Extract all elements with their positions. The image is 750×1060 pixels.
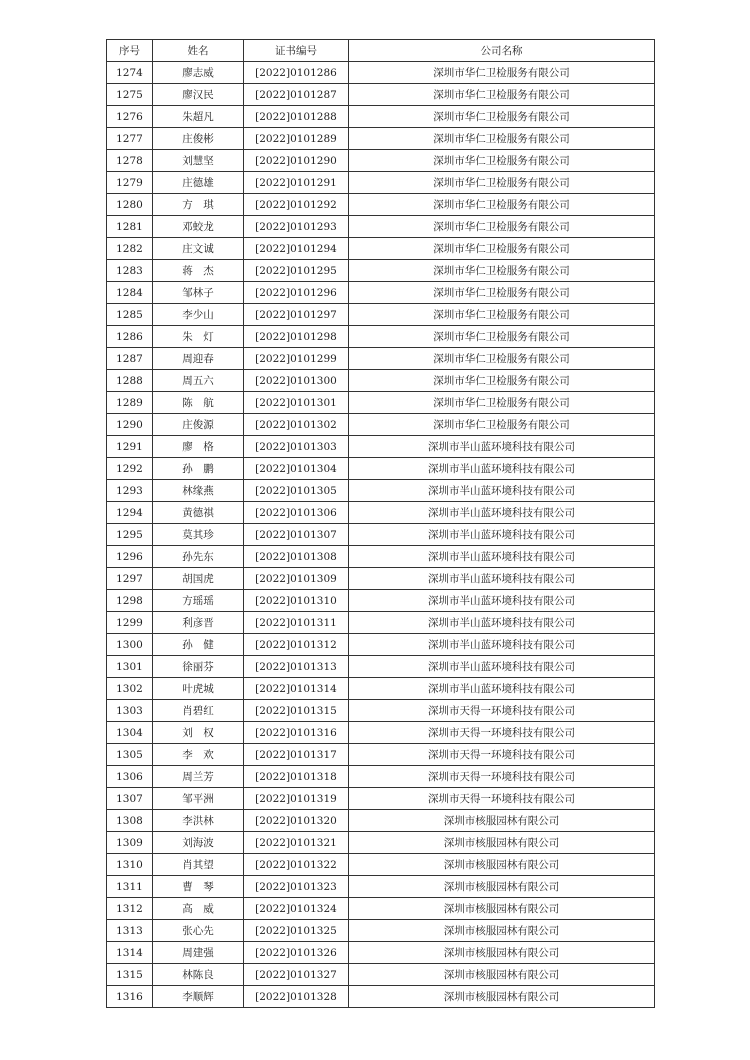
cell-seq: 1312 (107, 898, 153, 920)
cell-cert-no: [2022]0101300 (244, 370, 349, 392)
cell-seq: 1292 (107, 458, 153, 480)
cell-cert-no: [2022]0101324 (244, 898, 349, 920)
cell-cert-no: [2022]0101308 (244, 546, 349, 568)
cell-name: 廖志威 (153, 62, 244, 84)
cell-company: 深圳市华仁卫检服务有限公司 (349, 238, 655, 260)
cell-name: 朱 灯 (153, 326, 244, 348)
cell-cert-no: [2022]0101292 (244, 194, 349, 216)
cell-cert-no: [2022]0101322 (244, 854, 349, 876)
table-row (107, 898, 655, 920)
cell-name: 胡国虎 (153, 568, 244, 590)
cell-seq: 1280 (107, 194, 153, 216)
cell-cert-no: [2022]0101293 (244, 216, 349, 238)
table-row (107, 546, 655, 568)
cell-company: 深圳市半山蓝环境科技有限公司 (349, 590, 655, 612)
cell-name: 李 欢 (153, 744, 244, 766)
table-row (107, 458, 655, 480)
cell-company: 深圳市华仁卫检服务有限公司 (349, 392, 655, 414)
cell-company: 深圳市华仁卫检服务有限公司 (349, 128, 655, 150)
cell-name: 林陈良 (153, 964, 244, 986)
table-row (107, 744, 655, 766)
table-row (107, 304, 655, 326)
cell-seq: 1286 (107, 326, 153, 348)
cell-cert-no: [2022]0101291 (244, 172, 349, 194)
cell-cert-no: [2022]0101307 (244, 524, 349, 546)
table-row (107, 810, 655, 832)
cell-seq: 1308 (107, 810, 153, 832)
cell-seq: 1316 (107, 986, 153, 1008)
cell-name: 邹平洲 (153, 788, 244, 810)
cell-company: 深圳市华仁卫检服务有限公司 (349, 348, 655, 370)
cell-seq: 1291 (107, 436, 153, 458)
cell-company: 深圳市天得一环境科技有限公司 (349, 744, 655, 766)
cell-name: 林缘燕 (153, 480, 244, 502)
cell-cert-no: [2022]0101297 (244, 304, 349, 326)
table-row (107, 876, 655, 898)
cell-name: 刘慧坚 (153, 150, 244, 172)
table-row (107, 84, 655, 106)
cell-cert-no: [2022]0101294 (244, 238, 349, 260)
cell-cert-no: [2022]0101319 (244, 788, 349, 810)
table-row (107, 436, 655, 458)
cell-cert-no: [2022]0101311 (244, 612, 349, 634)
cell-seq: 1293 (107, 480, 153, 502)
table-row (107, 238, 655, 260)
cell-company: 深圳市半山蓝环境科技有限公司 (349, 502, 655, 524)
cell-name: 廖汉民 (153, 84, 244, 106)
table-row (107, 502, 655, 524)
table-row (107, 854, 655, 876)
cell-name: 庄俊彬 (153, 128, 244, 150)
cell-name: 周兰芳 (153, 766, 244, 788)
header-company: 公司名称 (349, 40, 655, 62)
cell-seq: 1295 (107, 524, 153, 546)
cell-seq: 1276 (107, 106, 153, 128)
cell-seq: 1296 (107, 546, 153, 568)
cell-seq: 1307 (107, 788, 153, 810)
cell-name: 庄德雄 (153, 172, 244, 194)
cell-company: 深圳市半山蓝环境科技有限公司 (349, 656, 655, 678)
cell-company: 深圳市华仁卫检服务有限公司 (349, 216, 655, 238)
cell-name: 李顺辉 (153, 986, 244, 1008)
cell-name: 莫其珍 (153, 524, 244, 546)
cell-name: 方瑶瑶 (153, 590, 244, 612)
cell-cert-no: [2022]0101299 (244, 348, 349, 370)
cell-name: 李少山 (153, 304, 244, 326)
cell-cert-no: [2022]0101302 (244, 414, 349, 436)
cell-cert-no: [2022]0101317 (244, 744, 349, 766)
cell-company: 深圳市半山蓝环境科技有限公司 (349, 568, 655, 590)
cell-seq: 1290 (107, 414, 153, 436)
table-row (107, 282, 655, 304)
table-row (107, 986, 655, 1008)
cell-name: 利彦晋 (153, 612, 244, 634)
table-row (107, 150, 655, 172)
cell-cert-no: [2022]0101315 (244, 700, 349, 722)
cell-cert-no: [2022]0101313 (244, 656, 349, 678)
table-row (107, 700, 655, 722)
cell-company: 深圳市半山蓝环境科技有限公司 (349, 612, 655, 634)
cell-seq: 1301 (107, 656, 153, 678)
cell-seq: 1294 (107, 502, 153, 524)
cell-name: 刘 权 (153, 722, 244, 744)
cell-cert-no: [2022]0101327 (244, 964, 349, 986)
cell-company: 深圳市天得一环境科技有限公司 (349, 766, 655, 788)
cell-company: 深圳市半山蓝环境科技有限公司 (349, 436, 655, 458)
cell-name: 肖其望 (153, 854, 244, 876)
cell-cert-no: [2022]0101287 (244, 84, 349, 106)
cell-seq: 1299 (107, 612, 153, 634)
table-row (107, 678, 655, 700)
header-cert-no: 证书编号 (244, 40, 349, 62)
cell-seq: 1298 (107, 590, 153, 612)
cell-seq: 1300 (107, 634, 153, 656)
cell-company: 深圳市华仁卫检服务有限公司 (349, 84, 655, 106)
cell-seq: 1288 (107, 370, 153, 392)
cell-company: 深圳市核服园林有限公司 (349, 942, 655, 964)
table-row (107, 172, 655, 194)
table-row (107, 920, 655, 942)
table-row (107, 216, 655, 238)
cell-seq: 1281 (107, 216, 153, 238)
cell-seq: 1313 (107, 920, 153, 942)
cell-seq: 1284 (107, 282, 153, 304)
cell-company: 深圳市华仁卫检服务有限公司 (349, 370, 655, 392)
cell-cert-no: [2022]0101309 (244, 568, 349, 590)
cell-seq: 1279 (107, 172, 153, 194)
cell-cert-no: [2022]0101304 (244, 458, 349, 480)
cell-name: 庄文诚 (153, 238, 244, 260)
cell-seq: 1278 (107, 150, 153, 172)
cell-seq: 1302 (107, 678, 153, 700)
cell-seq: 1314 (107, 942, 153, 964)
cell-cert-no: [2022]0101286 (244, 62, 349, 84)
cell-company: 深圳市华仁卫检服务有限公司 (349, 260, 655, 282)
cell-name: 周建强 (153, 942, 244, 964)
cell-seq: 1304 (107, 722, 153, 744)
cell-cert-no: [2022]0101318 (244, 766, 349, 788)
table-row (107, 326, 655, 348)
cell-company: 深圳市华仁卫检服务有限公司 (349, 194, 655, 216)
cell-cert-no: [2022]0101303 (244, 436, 349, 458)
table-row (107, 634, 655, 656)
cell-cert-no: [2022]0101310 (244, 590, 349, 612)
table-row (107, 480, 655, 502)
cell-cert-no: [2022]0101301 (244, 392, 349, 414)
cell-name: 高 威 (153, 898, 244, 920)
table-row (107, 348, 655, 370)
cell-name: 肖碧红 (153, 700, 244, 722)
table-row (107, 392, 655, 414)
cell-seq: 1315 (107, 964, 153, 986)
cell-company: 深圳市核服园林有限公司 (349, 920, 655, 942)
cell-cert-no: [2022]0101328 (244, 986, 349, 1008)
cell-name: 黄德祺 (153, 502, 244, 524)
cell-seq: 1275 (107, 84, 153, 106)
cell-cert-no: [2022]0101323 (244, 876, 349, 898)
header-seq: 序号 (107, 40, 153, 62)
cell-name: 邓蛟龙 (153, 216, 244, 238)
cell-company: 深圳市华仁卫检服务有限公司 (349, 62, 655, 84)
cell-cert-no: [2022]0101295 (244, 260, 349, 282)
cell-seq: 1289 (107, 392, 153, 414)
cell-cert-no: [2022]0101320 (244, 810, 349, 832)
cell-seq: 1274 (107, 62, 153, 84)
cell-seq: 1297 (107, 568, 153, 590)
cell-company: 深圳市半山蓝环境科技有限公司 (349, 524, 655, 546)
cell-name: 徐丽芬 (153, 656, 244, 678)
cell-company: 深圳市半山蓝环境科技有限公司 (349, 678, 655, 700)
table-row (107, 590, 655, 612)
table-header-row (107, 40, 655, 62)
cell-cert-no: [2022]0101314 (244, 678, 349, 700)
cell-company: 深圳市半山蓝环境科技有限公司 (349, 458, 655, 480)
cell-cert-no: [2022]0101289 (244, 128, 349, 150)
cell-cert-no: [2022]0101290 (244, 150, 349, 172)
cell-cert-no: [2022]0101306 (244, 502, 349, 524)
cell-company: 深圳市天得一环境科技有限公司 (349, 722, 655, 744)
cell-name: 刘海波 (153, 832, 244, 854)
cell-company: 深圳市核服园林有限公司 (349, 898, 655, 920)
table-row (107, 62, 655, 84)
cell-seq: 1306 (107, 766, 153, 788)
table-row (107, 260, 655, 282)
table-row (107, 194, 655, 216)
cell-company: 深圳市天得一环境科技有限公司 (349, 788, 655, 810)
table-row (107, 722, 655, 744)
cell-cert-no: [2022]0101325 (244, 920, 349, 942)
cell-seq: 1283 (107, 260, 153, 282)
cell-company: 深圳市核服园林有限公司 (349, 854, 655, 876)
table-row (107, 788, 655, 810)
table-row (107, 128, 655, 150)
cell-company: 深圳市核服园林有限公司 (349, 986, 655, 1008)
table-row (107, 766, 655, 788)
cell-company: 深圳市半山蓝环境科技有限公司 (349, 634, 655, 656)
cell-seq: 1287 (107, 348, 153, 370)
cell-cert-no: [2022]0101288 (244, 106, 349, 128)
header-name: 姓名 (153, 40, 244, 62)
table-row (107, 612, 655, 634)
cell-name: 张心先 (153, 920, 244, 942)
cell-company: 深圳市华仁卫检服务有限公司 (349, 282, 655, 304)
cell-name: 孙先东 (153, 546, 244, 568)
cell-company: 深圳市核服园林有限公司 (349, 964, 655, 986)
table-row (107, 568, 655, 590)
table-row (107, 524, 655, 546)
cell-company: 深圳市华仁卫检服务有限公司 (349, 150, 655, 172)
table-row (107, 964, 655, 986)
cell-name: 邹林子 (153, 282, 244, 304)
cell-name: 蒋 杰 (153, 260, 244, 282)
cell-name: 方 琪 (153, 194, 244, 216)
cell-cert-no: [2022]0101296 (244, 282, 349, 304)
cell-seq: 1305 (107, 744, 153, 766)
cell-company: 深圳市天得一环境科技有限公司 (349, 700, 655, 722)
table-row (107, 370, 655, 392)
cell-seq: 1309 (107, 832, 153, 854)
cell-company: 深圳市华仁卫检服务有限公司 (349, 326, 655, 348)
cell-name: 庄俊源 (153, 414, 244, 436)
cell-name: 孙 健 (153, 634, 244, 656)
cell-company: 深圳市华仁卫检服务有限公司 (349, 414, 655, 436)
cell-name: 廖 格 (153, 436, 244, 458)
table-row (107, 106, 655, 128)
cell-company: 深圳市华仁卫检服务有限公司 (349, 106, 655, 128)
certificate-table (106, 39, 655, 1008)
cell-cert-no: [2022]0101298 (244, 326, 349, 348)
table-row (107, 942, 655, 964)
cell-seq: 1285 (107, 304, 153, 326)
cell-name: 孙 鹏 (153, 458, 244, 480)
cell-name: 陈 航 (153, 392, 244, 414)
cell-company: 深圳市核服园林有限公司 (349, 832, 655, 854)
cell-name: 朱超凡 (153, 106, 244, 128)
table-body (107, 62, 655, 1008)
cell-company: 深圳市半山蓝环境科技有限公司 (349, 546, 655, 568)
cell-seq: 1310 (107, 854, 153, 876)
cell-name: 李洪林 (153, 810, 244, 832)
cell-name: 周迎春 (153, 348, 244, 370)
cell-name: 曹 琴 (153, 876, 244, 898)
cell-cert-no: [2022]0101326 (244, 942, 349, 964)
cell-cert-no: [2022]0101321 (244, 832, 349, 854)
cell-cert-no: [2022]0101312 (244, 634, 349, 656)
cell-cert-no: [2022]0101316 (244, 722, 349, 744)
cell-seq: 1311 (107, 876, 153, 898)
cell-company: 深圳市核服园林有限公司 (349, 810, 655, 832)
cell-company: 深圳市华仁卫检服务有限公司 (349, 304, 655, 326)
cell-name: 叶虎城 (153, 678, 244, 700)
table-row (107, 656, 655, 678)
cell-cert-no: [2022]0101305 (244, 480, 349, 502)
cell-company: 深圳市核服园林有限公司 (349, 876, 655, 898)
cell-company: 深圳市华仁卫检服务有限公司 (349, 172, 655, 194)
cell-company: 深圳市半山蓝环境科技有限公司 (349, 480, 655, 502)
table-row (107, 414, 655, 436)
cell-seq: 1282 (107, 238, 153, 260)
table-row (107, 832, 655, 854)
cell-seq: 1303 (107, 700, 153, 722)
cell-name: 周五六 (153, 370, 244, 392)
cell-seq: 1277 (107, 128, 153, 150)
